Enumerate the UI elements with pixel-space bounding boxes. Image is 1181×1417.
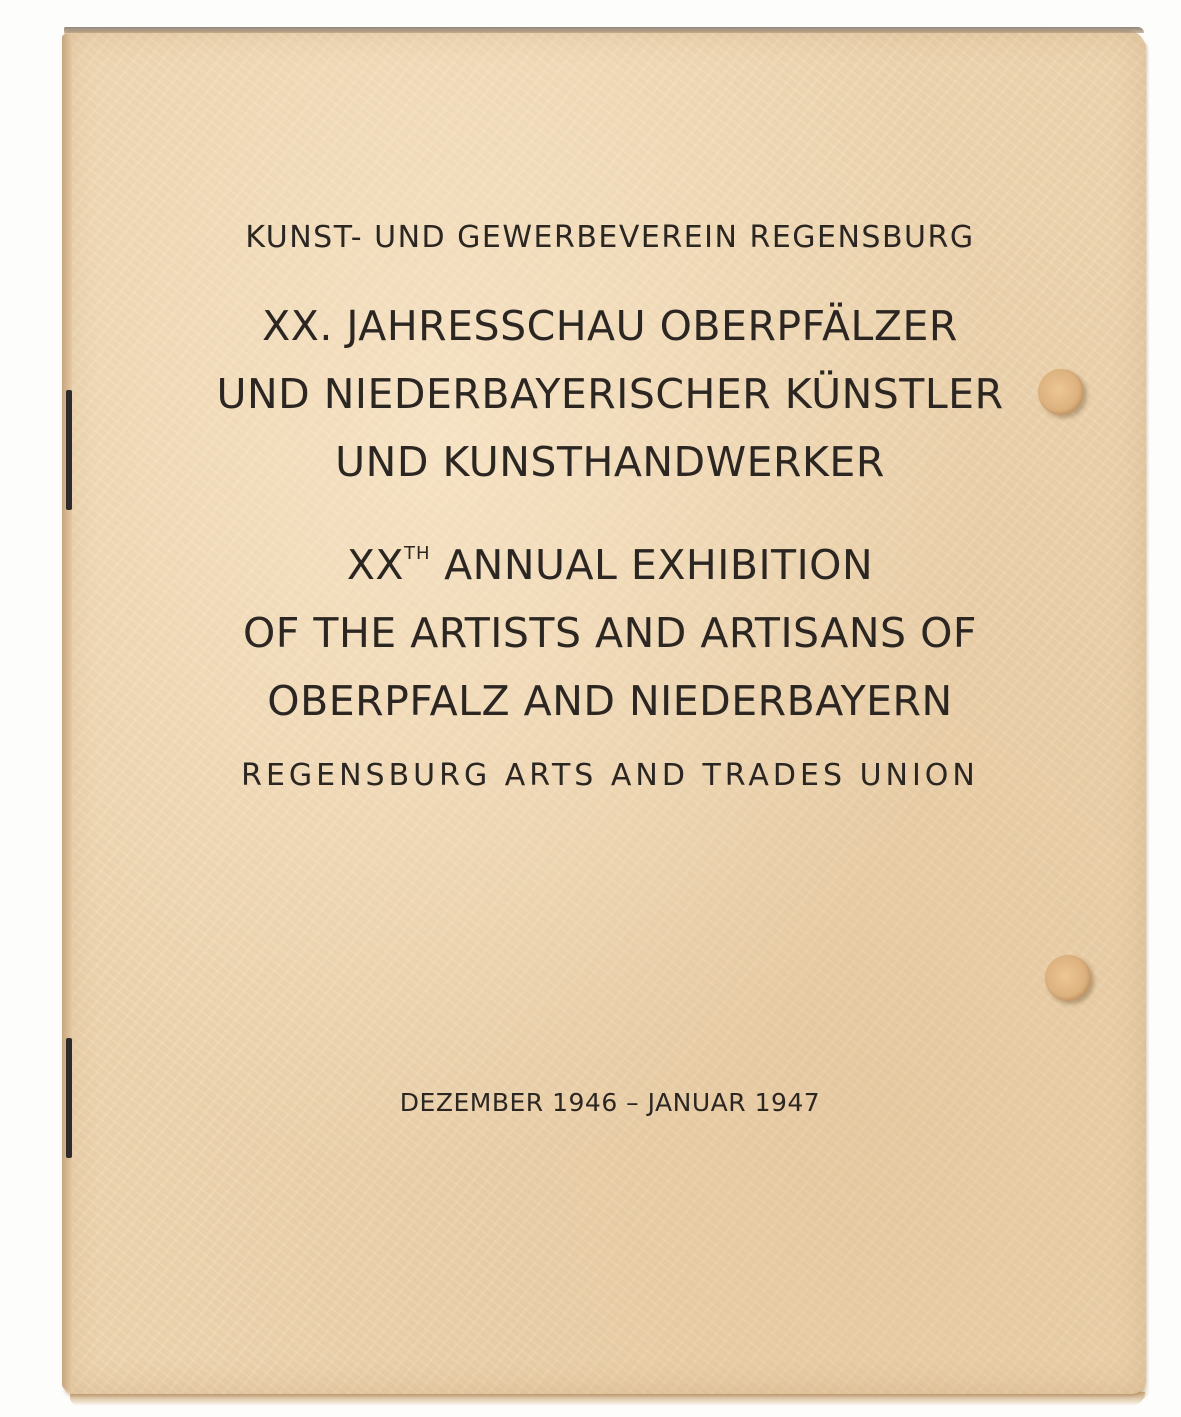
english-title-line-3: OBERPFALZ AND NIEDERBAYERN <box>267 677 953 725</box>
german-title-line-2: UND NIEDERBAYERISCHER KÜNSTLER <box>216 370 1004 418</box>
cover-top-edge <box>64 27 1144 33</box>
german-title-line-3: UND KUNSTHANDWERKER <box>335 438 885 486</box>
staple-lower <box>66 1038 72 1158</box>
english-title-rest: ANNUAL EXHIBITION <box>430 541 874 589</box>
english-title-superscript: TH <box>404 543 431 564</box>
punch-hole-lower <box>1045 955 1091 1001</box>
organization-name-english: REGENSBURG ARTS AND TRADES UNION <box>241 758 979 793</box>
english-title-prefix: XX <box>346 541 405 589</box>
organization-name: KUNST- UND GEWERBEVEREIN REGENSBURG <box>245 220 975 255</box>
english-title-line-1 <box>90 520 1130 599</box>
cover-shadow-bottom <box>70 1392 1145 1406</box>
english-title-line-2: OF THE ARTISTS AND ARTISANS OF <box>243 609 977 657</box>
booklet-spine <box>62 34 72 1390</box>
english-title <box>90 520 1130 735</box>
german-title-line-1: XX. JAHRESSCHAU OBERPFÄLZER <box>262 302 958 350</box>
staple-upper <box>66 390 72 510</box>
german-title <box>90 292 1130 496</box>
exhibition-dates: DEZEMBER 1946 – JANUAR 1947 <box>399 1088 821 1117</box>
